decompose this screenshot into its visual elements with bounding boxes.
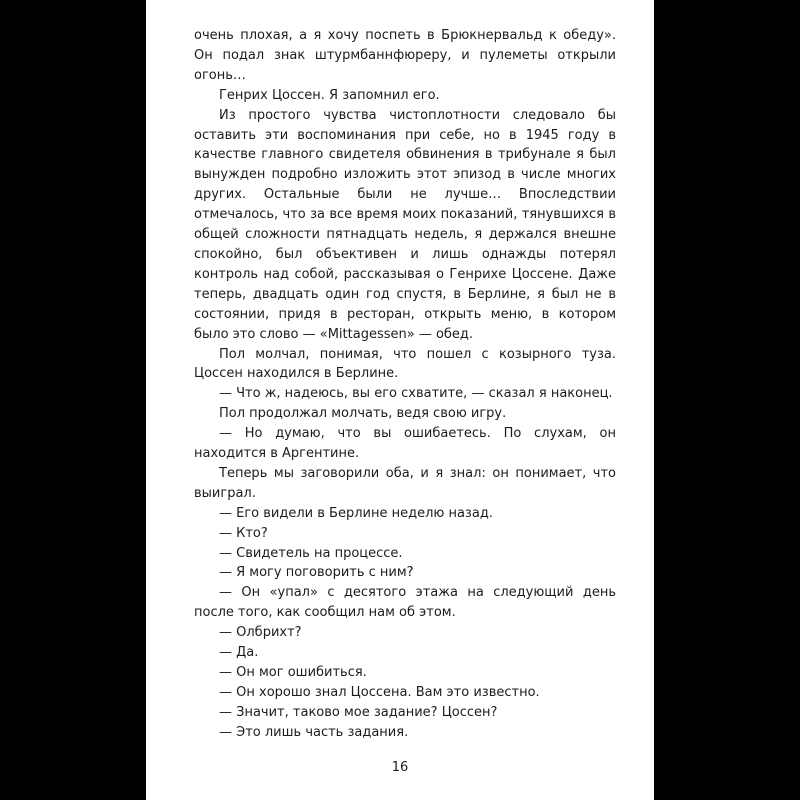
paragraph: — Это лишь часть задания. xyxy=(219,724,409,740)
paragraph: Из простого чувства чистоплотности следовало бы оставить эти воспоминания при себе, но в 1945 году в качестве главного свидетеля обвинения в трибунале я был вынужден подробно изложить этот эпизод в числе многих других. Остальные были не лучше… Впоследствии отмечалось, что за все время моих показаний, тянувшихся в общей сложности пятнадцать недель, я держался внешне спокойно, был объективен и лишь однажды потерял контроль над собой, рассказывая о Генрихе Цоссене. Даже теперь, двадцать один год спустя, в Берлине, я был не в состоянии, придя в ресторан, открыть меню, в котором было это слово — «Mittagessen» — обед. xyxy=(194,107,616,342)
paragraph: — Его видели в Берлине неделю назад. xyxy=(219,505,493,521)
paragraph: Пол продолжал молчать, ведя свою игру. xyxy=(219,406,507,422)
paragraph: — Кто? xyxy=(219,525,268,541)
paragraph: Пол молчал, понимая, что пошел с козырного туза. Цоссен находился в Берлине. xyxy=(194,346,616,382)
paragraph: — Но думаю, что вы ошибаетесь. По слухам, он находится в Аргентине. xyxy=(194,426,616,462)
paragraph: Генрих Цоссен. Я запомнил его. xyxy=(219,87,440,103)
paragraph: — Он мог ошибиться. xyxy=(219,665,367,680)
paragraph: — Да. xyxy=(219,645,259,661)
paragraph: — Свидетель на процессе. xyxy=(219,545,403,561)
paragraph: очень плохая, а я хочу поспеть в Брюкнервальд к обеду». Он подал знак штурмбаннфюреру, и пулеметы открыли огонь… xyxy=(194,28,616,83)
paragraph: — Значит, таково мое задание? Цоссен? xyxy=(219,704,498,720)
paragraph: — Я могу поговорить с ним? xyxy=(219,565,414,581)
paragraph: — Он «упал» с десятого этажа на следующий день после того, как сообщил нам об этом. xyxy=(194,585,616,621)
paragraph: — Что ж, надеюсь, вы его схватите, — сказал я наконец. xyxy=(219,386,613,402)
page-text xyxy=(194,26,616,743)
paragraph: — Олбрихт? xyxy=(219,625,302,641)
book-page xyxy=(146,0,654,800)
paragraph: Теперь мы заговорили оба, и я знал: он понимает, что выиграл. xyxy=(194,465,616,501)
page-number: 16 xyxy=(391,760,409,775)
paragraph: — Он хорошо знал Цоссена. Вам это известно. xyxy=(219,684,540,700)
